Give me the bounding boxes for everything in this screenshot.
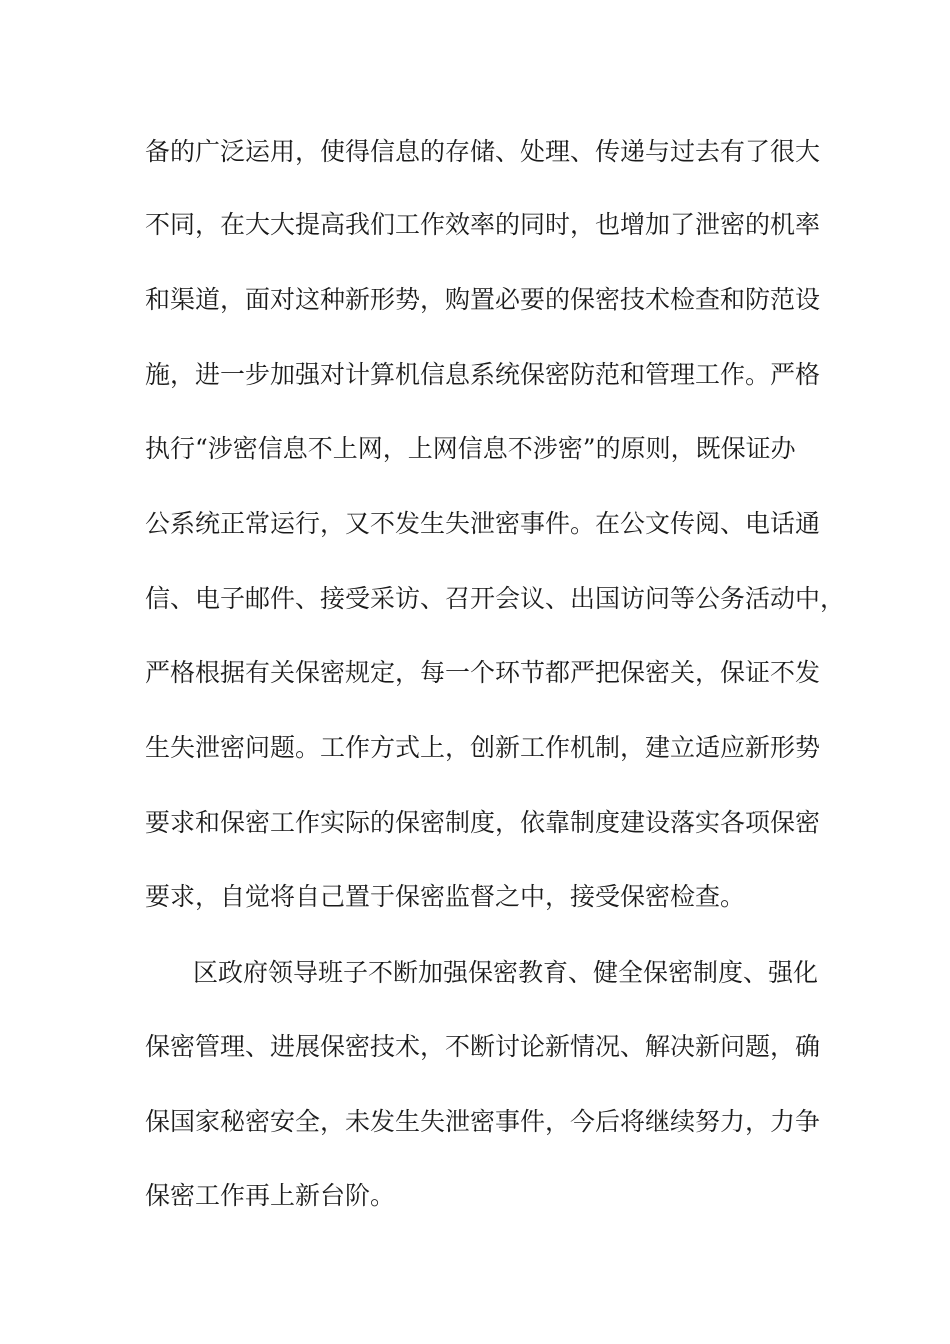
text-line-2: 不同，在大大提高我们工作效率的同时，也增加了泄密的机率	[145, 210, 821, 239]
text-line-6: 公系统正常运行，又不发生失泄密事件。在公文传阅、电话通	[145, 509, 821, 538]
text-line-14: 保国家秘密安全，未发生失泄密事件，今后将继续努力，力争	[145, 1107, 821, 1136]
text-line-5: 执行“涉密信息不上网，上网信息不涉密”的原则，既保证办	[145, 434, 796, 463]
text-line-15: 保密工作再上新台阶。	[145, 1181, 396, 1210]
paragraph-start-line: 区政府领导班子不断加强保密教育、健全保密制度、强化	[193, 958, 819, 987]
text-line-13: 保密管理、进展保密技术，不断讨论新情况、解决新问题，确	[145, 1032, 821, 1061]
text-line-3: 和渠道，面对这种新形势，购置必要的保密技术检查和防范设	[145, 285, 821, 314]
text-line-4: 施，进一步加强对计算机信息系统保密防范和管理工作。严格	[145, 360, 821, 389]
text-line-1: 备的广泛运用，使得信息的存储、处理、传递与过去有了很大	[145, 137, 821, 166]
text-line-11: 要求，自觉将自己置于保密监督之中，接受保密检查。	[145, 882, 746, 911]
text-line-9: 生失泄密问题。工作方式上，创新工作机制，建立适应新形势	[145, 733, 821, 762]
text-line-8: 严格根据有关保密规定，每一个环节都严把保密关，保证不发	[145, 658, 821, 687]
text-line-10: 要求和保密工作实际的保密制度，依靠制度建设落实各项保密	[145, 808, 821, 837]
text-line-7: 信、电子邮件、接受采访、召开会议、出国访问等公务活动中，	[145, 584, 846, 613]
